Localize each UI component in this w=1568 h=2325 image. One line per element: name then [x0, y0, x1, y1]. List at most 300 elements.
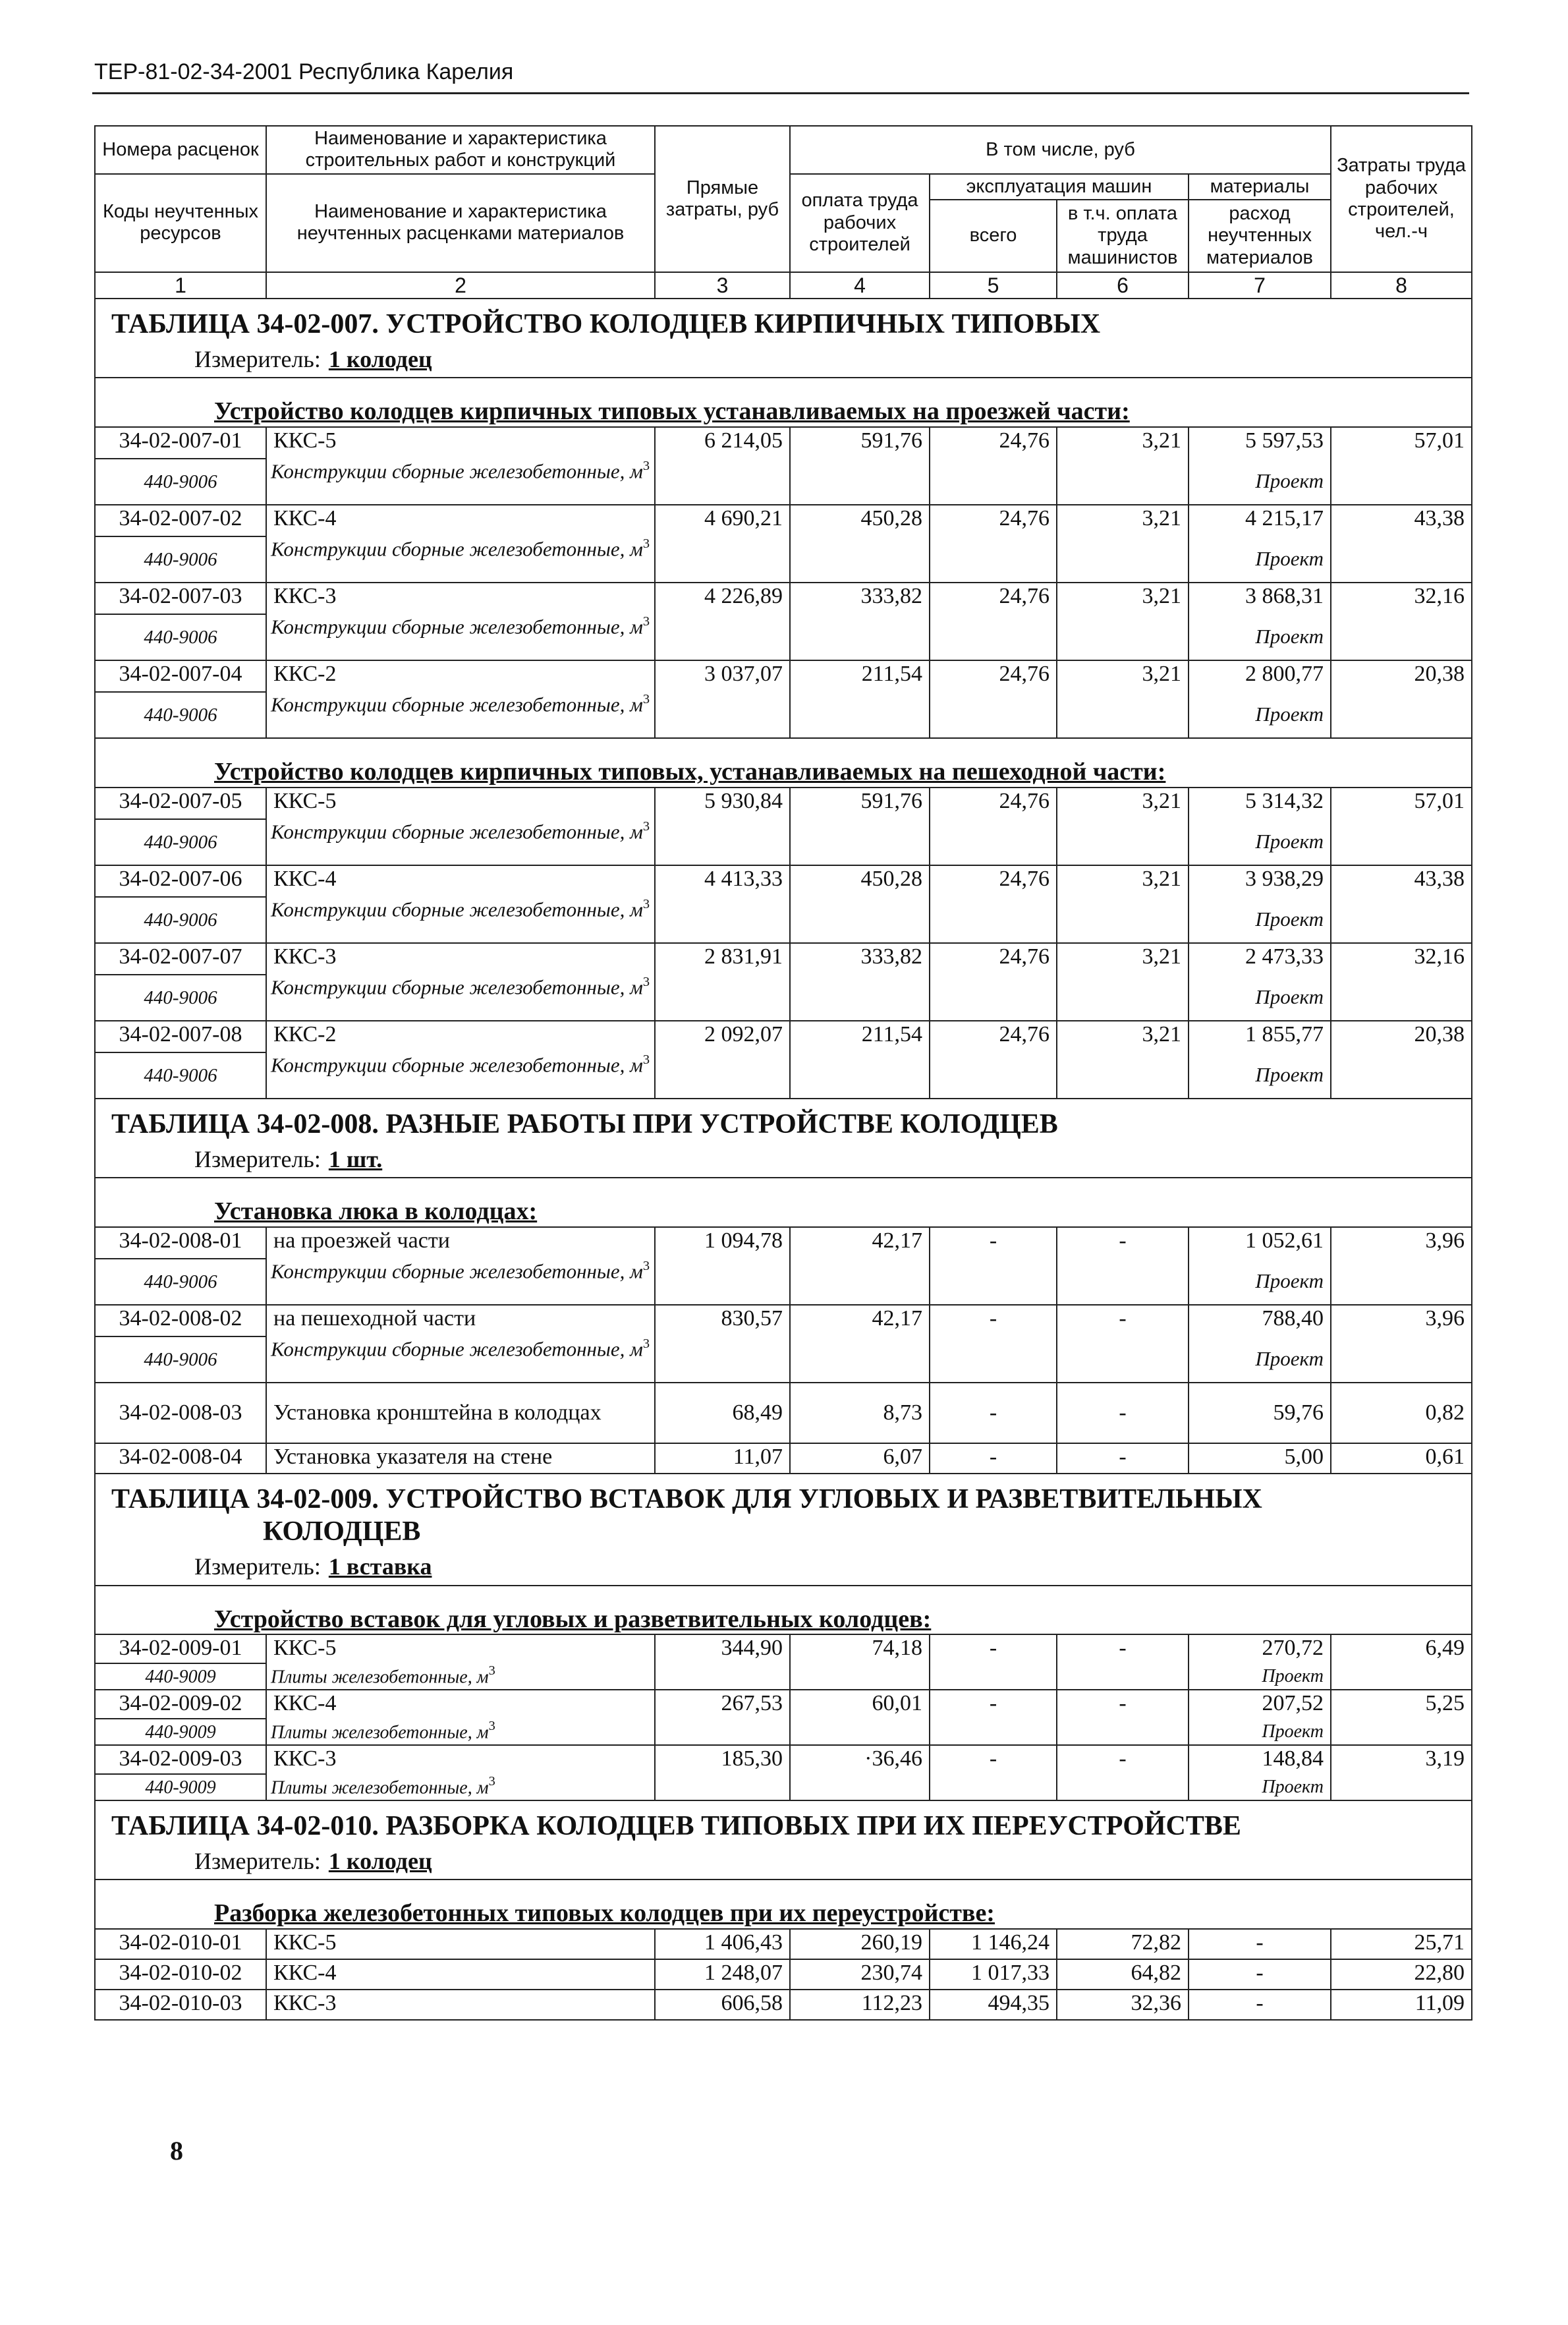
resource-name	[266, 614, 655, 660]
machine-cost: -	[930, 1634, 1057, 1663]
direct-cost: 830,57	[655, 1305, 790, 1336]
direct-cost: 344,90	[655, 1634, 790, 1663]
resource-row	[95, 1336, 1472, 1383]
materials-cost: 3 938,29	[1189, 865, 1331, 897]
machinist-labor-cost: 3,21	[1057, 583, 1189, 614]
empty-cell	[1331, 819, 1472, 865]
table-row	[95, 1305, 1472, 1336]
machine-cost: 24,76	[930, 1021, 1057, 1052]
subsection-row	[95, 1880, 1472, 1929]
direct-cost: 2 831,91	[655, 943, 790, 975]
col6-header: в т.ч. оплата труда машинистов	[1057, 200, 1189, 272]
labor-hours: 20,38	[1331, 1021, 1472, 1052]
machinist-labor-cost: -	[1057, 1634, 1189, 1663]
empty-cell	[790, 1663, 930, 1690]
labor-cost: 6,07	[790, 1443, 930, 1474]
materials-cost: 270,72	[1189, 1634, 1331, 1663]
resource-name	[266, 1663, 655, 1690]
header-rule	[92, 92, 1469, 94]
machine-cost: -	[930, 1383, 1057, 1443]
machine-cost: -	[930, 1443, 1057, 1474]
direct-cost: 1 094,78	[655, 1227, 790, 1259]
materials-cost: 3 868,31	[1189, 583, 1331, 614]
subsection-heading	[95, 738, 1472, 788]
empty-cell	[655, 614, 790, 660]
unit-superscript: 3	[642, 536, 650, 552]
empty-cell	[1331, 536, 1472, 583]
resource-value: Проект	[1189, 536, 1331, 583]
resource-name-text: Конструкции сборные железобетонные, м	[271, 537, 643, 561]
empty-cell	[1057, 614, 1189, 660]
empty-cell	[1331, 1336, 1472, 1383]
rate-code: 34-02-007-07	[95, 943, 266, 975]
empty-cell	[1331, 1663, 1472, 1690]
labor-hours: 0,61	[1331, 1443, 1472, 1474]
resource-code: 440-9006	[95, 692, 266, 738]
resource-name-text: Плиты железобетонные, м	[271, 1722, 489, 1743]
subsection-heading	[95, 1178, 1472, 1227]
empty-cell	[655, 897, 790, 943]
resource-code: 440-9006	[95, 536, 266, 583]
machinist-labor-cost: 72,82	[1057, 1929, 1189, 1959]
machine-cost: -	[930, 1305, 1057, 1336]
table-title-row	[95, 299, 1472, 345]
materials-cost: 5 597,53	[1189, 427, 1331, 459]
materials-cost: 1 855,77	[1189, 1021, 1331, 1052]
col-number: 8	[1331, 272, 1472, 299]
resource-code: 440-9006	[95, 614, 266, 660]
resource-name	[266, 1336, 655, 1383]
table-title-row	[95, 1474, 1472, 1553]
machinist-labor-cost: -	[1057, 1227, 1189, 1259]
rate-code: 34-02-007-04	[95, 660, 266, 692]
work-name: на проезжей части	[266, 1227, 655, 1259]
labor-hours: 43,38	[1331, 865, 1472, 897]
resource-name	[266, 1052, 655, 1099]
resource-value: Проект	[1189, 975, 1331, 1021]
resource-value: Проект	[1189, 897, 1331, 943]
empty-cell	[790, 975, 930, 1021]
resource-row	[95, 819, 1472, 865]
empty-cell	[930, 897, 1057, 943]
table-row	[95, 1990, 1472, 2020]
resource-value: Проект	[1189, 1259, 1331, 1305]
resource-row	[95, 975, 1472, 1021]
resource-code: 440-9009	[95, 1719, 266, 1745]
table-row	[95, 1745, 1472, 1774]
empty-cell	[1057, 1259, 1189, 1305]
empty-cell	[1057, 897, 1189, 943]
empty-cell	[930, 819, 1057, 865]
empty-cell	[790, 536, 930, 583]
empty-cell	[790, 692, 930, 738]
rate-code: 34-02-007-01	[95, 427, 266, 459]
subsection-heading	[95, 1880, 1472, 1929]
machinist-labor-cost: 3,21	[1057, 943, 1189, 975]
measure	[95, 345, 1472, 378]
empty-cell	[790, 614, 930, 660]
direct-cost: 267,53	[655, 1690, 790, 1719]
measure	[95, 1553, 1472, 1585]
rate-code: 34-02-009-02	[95, 1690, 266, 1719]
resource-name	[266, 819, 655, 865]
resource-code: 440-9006	[95, 819, 266, 865]
machinist-labor-cost: 3,21	[1057, 788, 1189, 819]
rate-code: 34-02-007-03	[95, 583, 266, 614]
materials-cost: 5 314,32	[1189, 788, 1331, 819]
direct-cost: 11,07	[655, 1443, 790, 1474]
direct-cost: 5 930,84	[655, 788, 790, 819]
table-row	[95, 1929, 1472, 1959]
table-row	[95, 1959, 1472, 1990]
unit-superscript: 3	[642, 1336, 650, 1351]
materials-cost: 2 800,77	[1189, 660, 1331, 692]
labor-cost: 333,82	[790, 943, 930, 975]
direct-cost: 606,58	[655, 1990, 790, 2020]
column-numbers-row	[95, 272, 1472, 299]
empty-cell	[655, 975, 790, 1021]
measure	[95, 1145, 1472, 1178]
empty-cell	[930, 975, 1057, 1021]
measure-row	[95, 1145, 1472, 1178]
rate-code: 34-02-010-02	[95, 1959, 266, 1990]
resource-value: Проект	[1189, 614, 1331, 660]
direct-cost: 68,49	[655, 1383, 790, 1443]
resource-code: 440-9006	[95, 459, 266, 505]
measure-row	[95, 1553, 1472, 1585]
subsection-heading	[95, 1586, 1472, 1635]
resource-name	[266, 692, 655, 738]
labor-cost: 591,76	[790, 427, 930, 459]
work-name: ККС-5	[266, 427, 655, 459]
machinist-labor-cost: 32,36	[1057, 1990, 1189, 2020]
labor-cost: 74,18	[790, 1634, 930, 1663]
empty-cell	[790, 1336, 930, 1383]
machinist-labor-cost: 3,21	[1057, 1021, 1189, 1052]
subsection-row	[95, 738, 1472, 788]
labor-hours: 43,38	[1331, 505, 1472, 536]
empty-cell	[655, 1336, 790, 1383]
resource-name-text: Конструкции сборные железобетонные, м	[271, 693, 643, 716]
table-title: ТАБЛИЦА 34-02-010. РАЗБОРКА КОЛОДЦЕВ ТИПОВЫХ ПРИ ИХ ПЕРЕУСТРОЙСТВЕ	[95, 1800, 1472, 1847]
work-name: ККС-5	[266, 1634, 655, 1663]
empty-cell	[655, 819, 790, 865]
unit-superscript: 3	[642, 459, 650, 474]
subsection-row	[95, 378, 1472, 427]
labor-cost: 112,23	[790, 1990, 930, 2020]
col-number: 6	[1057, 272, 1189, 299]
labor-cost: 211,54	[790, 660, 930, 692]
materials-cost: -	[1189, 1959, 1331, 1990]
resource-value: Проект	[1189, 459, 1331, 505]
resource-code: 440-9006	[95, 1336, 266, 1383]
empty-cell	[1331, 459, 1472, 505]
col-number: 2	[266, 272, 655, 299]
direct-cost: 1 406,43	[655, 1929, 790, 1959]
resource-code: 440-9006	[95, 897, 266, 943]
resource-name-text: Конструкции сборные железобетонные, м	[271, 615, 643, 639]
empty-cell	[1331, 1259, 1472, 1305]
empty-cell	[655, 692, 790, 738]
work-name: Установка кронштейна в колодцах	[266, 1383, 655, 1443]
empty-cell	[1057, 1336, 1189, 1383]
empty-cell	[930, 692, 1057, 738]
unit-superscript: 3	[642, 614, 650, 629]
materials-cost: 5,00	[1189, 1443, 1331, 1474]
empty-cell	[930, 536, 1057, 583]
table-title: ТАБЛИЦА 34-02-007. УСТРОЙСТВО КОЛОДЦЕВ КИРПИЧНЫХ ТИПОВЫХ	[95, 299, 1472, 345]
empty-cell	[1331, 1719, 1472, 1745]
table-title	[95, 1474, 1472, 1553]
rate-code: 34-02-007-08	[95, 1021, 266, 1052]
machinist-labor-cost: 3,21	[1057, 505, 1189, 536]
direct-cost: 6 214,05	[655, 427, 790, 459]
empty-cell	[790, 1052, 930, 1099]
empty-cell	[790, 819, 930, 865]
empty-cell	[1057, 1663, 1189, 1690]
work-name: ККС-4	[266, 505, 655, 536]
labor-cost: 42,17	[790, 1305, 930, 1336]
empty-cell	[1331, 1052, 1472, 1099]
direct-cost: 4 690,21	[655, 505, 790, 536]
resource-name	[266, 459, 655, 505]
empty-cell	[1331, 692, 1472, 738]
table-title-line2: КОЛОДЦЕВ	[263, 1516, 421, 1547]
table-row	[95, 583, 1472, 614]
machines-header: эксплуатация машин	[930, 174, 1189, 200]
empty-cell	[930, 1052, 1057, 1099]
labor-hours: 5,25	[1331, 1690, 1472, 1719]
direct-cost: 185,30	[655, 1745, 790, 1774]
work-name: ККС-3	[266, 583, 655, 614]
resource-name	[266, 1259, 655, 1305]
table-title-line1: ТАБЛИЦА 34-02-009. УСТРОЙСТВО ВСТАВОК ДЛЯ УГЛОВЫХ И РАЗВЕТВИТЕЛЬНЫХ	[111, 1483, 1262, 1514]
labor-cost: 230,74	[790, 1959, 930, 1990]
resource-row	[95, 897, 1472, 943]
col-number: 5	[930, 272, 1057, 299]
labor-cost: 211,54	[790, 1021, 930, 1052]
work-name: ККС-4	[266, 1690, 655, 1719]
direct-cost: 4 226,89	[655, 583, 790, 614]
empty-cell	[655, 1052, 790, 1099]
empty-cell	[1057, 819, 1189, 865]
rates-table	[94, 125, 1472, 2021]
table-row	[95, 1021, 1472, 1052]
work-name: ККС-2	[266, 1021, 655, 1052]
machine-cost: 24,76	[930, 427, 1057, 459]
work-name: ККС-2	[266, 660, 655, 692]
table-row	[95, 943, 1472, 975]
resource-value: Проект	[1189, 1663, 1331, 1690]
empty-cell	[1057, 1052, 1189, 1099]
resource-row	[95, 692, 1472, 738]
labor-hours: 3,96	[1331, 1227, 1472, 1259]
col5-header: всего	[930, 200, 1057, 272]
rate-code: 34-02-008-04	[95, 1443, 266, 1474]
table-title-row	[95, 1800, 1472, 1847]
col3-header: Прямые затраты, руб	[655, 126, 790, 272]
labor-cost: 260,19	[790, 1929, 930, 1959]
machinist-labor-cost: -	[1057, 1443, 1189, 1474]
empty-cell	[1057, 692, 1189, 738]
empty-cell	[930, 459, 1057, 505]
table-row	[95, 427, 1472, 459]
resource-row	[95, 1663, 1472, 1690]
col7-header: расход неучтенных материалов	[1189, 200, 1331, 272]
resource-code: 440-9009	[95, 1774, 266, 1800]
materials-cost: -	[1189, 1929, 1331, 1959]
empty-cell	[790, 459, 930, 505]
col-number: 4	[790, 272, 930, 299]
resource-row	[95, 459, 1472, 505]
machine-cost: 24,76	[930, 660, 1057, 692]
resource-value: Проект	[1189, 819, 1331, 865]
rate-code: 34-02-010-03	[95, 1990, 266, 2020]
rate-code: 34-02-007-02	[95, 505, 266, 536]
empty-cell	[930, 1259, 1057, 1305]
machine-cost: 24,76	[930, 865, 1057, 897]
measure-value: 1 шт.	[328, 1145, 383, 1172]
rate-code: 34-02-008-03	[95, 1383, 266, 1443]
col-number: 1	[95, 272, 266, 299]
machine-cost: 24,76	[930, 505, 1057, 536]
measure-label: Измеритель:	[194, 1145, 321, 1172]
unit-superscript: 3	[642, 897, 650, 912]
empty-cell	[1057, 1719, 1189, 1745]
empty-cell	[655, 1259, 790, 1305]
resource-code: 440-9006	[95, 1259, 266, 1305]
work-name: ККС-4	[266, 865, 655, 897]
table-row	[95, 1690, 1472, 1719]
labor-hours: 3,96	[1331, 1305, 1472, 1336]
rate-code: 34-02-009-03	[95, 1745, 266, 1774]
rate-code: 34-02-010-01	[95, 1929, 266, 1959]
resource-code: 440-9006	[95, 975, 266, 1021]
labor-hours: 32,16	[1331, 943, 1472, 975]
page-number: 8	[170, 2136, 183, 2166]
machinist-labor-cost: 3,21	[1057, 660, 1189, 692]
empty-cell	[1331, 1774, 1472, 1800]
machinist-labor-cost: -	[1057, 1305, 1189, 1336]
empty-cell	[655, 1774, 790, 1800]
subsection-heading-text: Разборка железобетонных типовых колодцев при их переустройстве:	[214, 1899, 995, 1928]
rate-code: 34-02-009-01	[95, 1634, 266, 1663]
unit-superscript: 3	[642, 692, 650, 707]
unit-superscript: 3	[642, 819, 650, 834]
resource-code: 440-9006	[95, 1052, 266, 1099]
empty-cell	[1057, 1774, 1189, 1800]
measure-label: Измеритель:	[194, 345, 321, 372]
resource-value: Проект	[1189, 1052, 1331, 1099]
direct-cost: 3 037,07	[655, 660, 790, 692]
labor-cost: 591,76	[790, 788, 930, 819]
machinist-labor-cost: 64,82	[1057, 1959, 1189, 1990]
measure-value: 1 колодец	[328, 345, 432, 372]
subsection-heading-text: Устройство колодцев кирпичных типовых, устанавливаемых на пешеходной части:	[214, 758, 1166, 786]
resource-name	[266, 536, 655, 583]
work-name: ККС-4	[266, 1959, 655, 1990]
col1-bottom-header: Коды неучтенных ресурсов	[95, 174, 266, 272]
empty-cell	[1057, 459, 1189, 505]
table-row	[95, 505, 1472, 536]
resource-row	[95, 614, 1472, 660]
labor-hours: 57,01	[1331, 427, 1472, 459]
col2-bottom-header: Наименование и характеристика неучтенных расценками материалов	[266, 174, 655, 272]
page-header: ТЕР-81-02-34-2001 Республика Карелия	[94, 59, 514, 84]
work-name: ККС-3	[266, 1745, 655, 1774]
empty-cell	[1331, 614, 1472, 660]
rates-body	[95, 299, 1472, 2020]
machinist-labor-cost: 3,21	[1057, 865, 1189, 897]
measure-value: 1 вставка	[328, 1553, 432, 1580]
materials-cost: 1 052,61	[1189, 1227, 1331, 1259]
resource-name-text: Конструкции сборные железобетонные, м	[271, 898, 643, 921]
labor-cost: 42,17	[790, 1227, 930, 1259]
materials-cost: 59,76	[1189, 1383, 1331, 1443]
materials-cost: 4 215,17	[1189, 505, 1331, 536]
machinist-labor-cost: 3,21	[1057, 427, 1189, 459]
resource-name-text: Плиты железобетонные, м	[271, 1667, 489, 1688]
machinist-labor-cost: -	[1057, 1383, 1189, 1443]
resource-value: Проект	[1189, 1719, 1331, 1745]
rate-code: 34-02-007-05	[95, 788, 266, 819]
empty-cell	[655, 1719, 790, 1745]
resource-name-text: Конструкции сборные железобетонные, м	[271, 1259, 643, 1283]
subsection-heading-text: Устройство вставок для угловых и разветвительных колодцев:	[214, 1605, 932, 1633]
machine-cost: -	[930, 1227, 1057, 1259]
work-name: ККС-5	[266, 788, 655, 819]
empty-cell	[930, 1336, 1057, 1383]
col4-header: оплата труда рабочих строителей	[790, 174, 930, 272]
empty-cell	[655, 459, 790, 505]
work-name: на пешеходной части	[266, 1305, 655, 1336]
subsection-row	[95, 1586, 1472, 1635]
materials-cost: 788,40	[1189, 1305, 1331, 1336]
measure	[95, 1847, 1472, 1880]
table-row	[95, 660, 1472, 692]
machine-cost: 24,76	[930, 583, 1057, 614]
materials-header: материалы	[1189, 174, 1331, 200]
labor-hours: 3,19	[1331, 1745, 1472, 1774]
empty-cell	[930, 1719, 1057, 1745]
labor-cost: 450,28	[790, 865, 930, 897]
empty-cell	[655, 536, 790, 583]
resource-name	[266, 1774, 655, 1800]
direct-cost: 2 092,07	[655, 1021, 790, 1052]
empty-cell	[1331, 975, 1472, 1021]
table-row	[95, 1634, 1472, 1663]
materials-cost: 148,84	[1189, 1745, 1331, 1774]
resource-value: Проект	[1189, 1336, 1331, 1383]
table-row	[95, 1383, 1472, 1443]
empty-cell	[655, 1663, 790, 1690]
labor-hours: 32,16	[1331, 583, 1472, 614]
subsection-heading-text: Установка люка в колодцах:	[214, 1197, 538, 1226]
resource-row	[95, 1719, 1472, 1745]
labor-cost: 333,82	[790, 583, 930, 614]
resource-value: Проект	[1189, 692, 1331, 738]
incl-group-header: В том числе, руб	[790, 126, 1331, 174]
col8-header: Затраты труда рабочих строителей, чел.-ч	[1331, 126, 1472, 272]
empty-cell	[790, 897, 930, 943]
labor-hours: 22,80	[1331, 1959, 1472, 1990]
machinist-labor-cost: -	[1057, 1690, 1189, 1719]
machine-cost: 1 146,24	[930, 1929, 1057, 1959]
table-row	[95, 1227, 1472, 1259]
empty-cell	[930, 1774, 1057, 1800]
labor-hours: 20,38	[1331, 660, 1472, 692]
labor-cost: 8,73	[790, 1383, 930, 1443]
